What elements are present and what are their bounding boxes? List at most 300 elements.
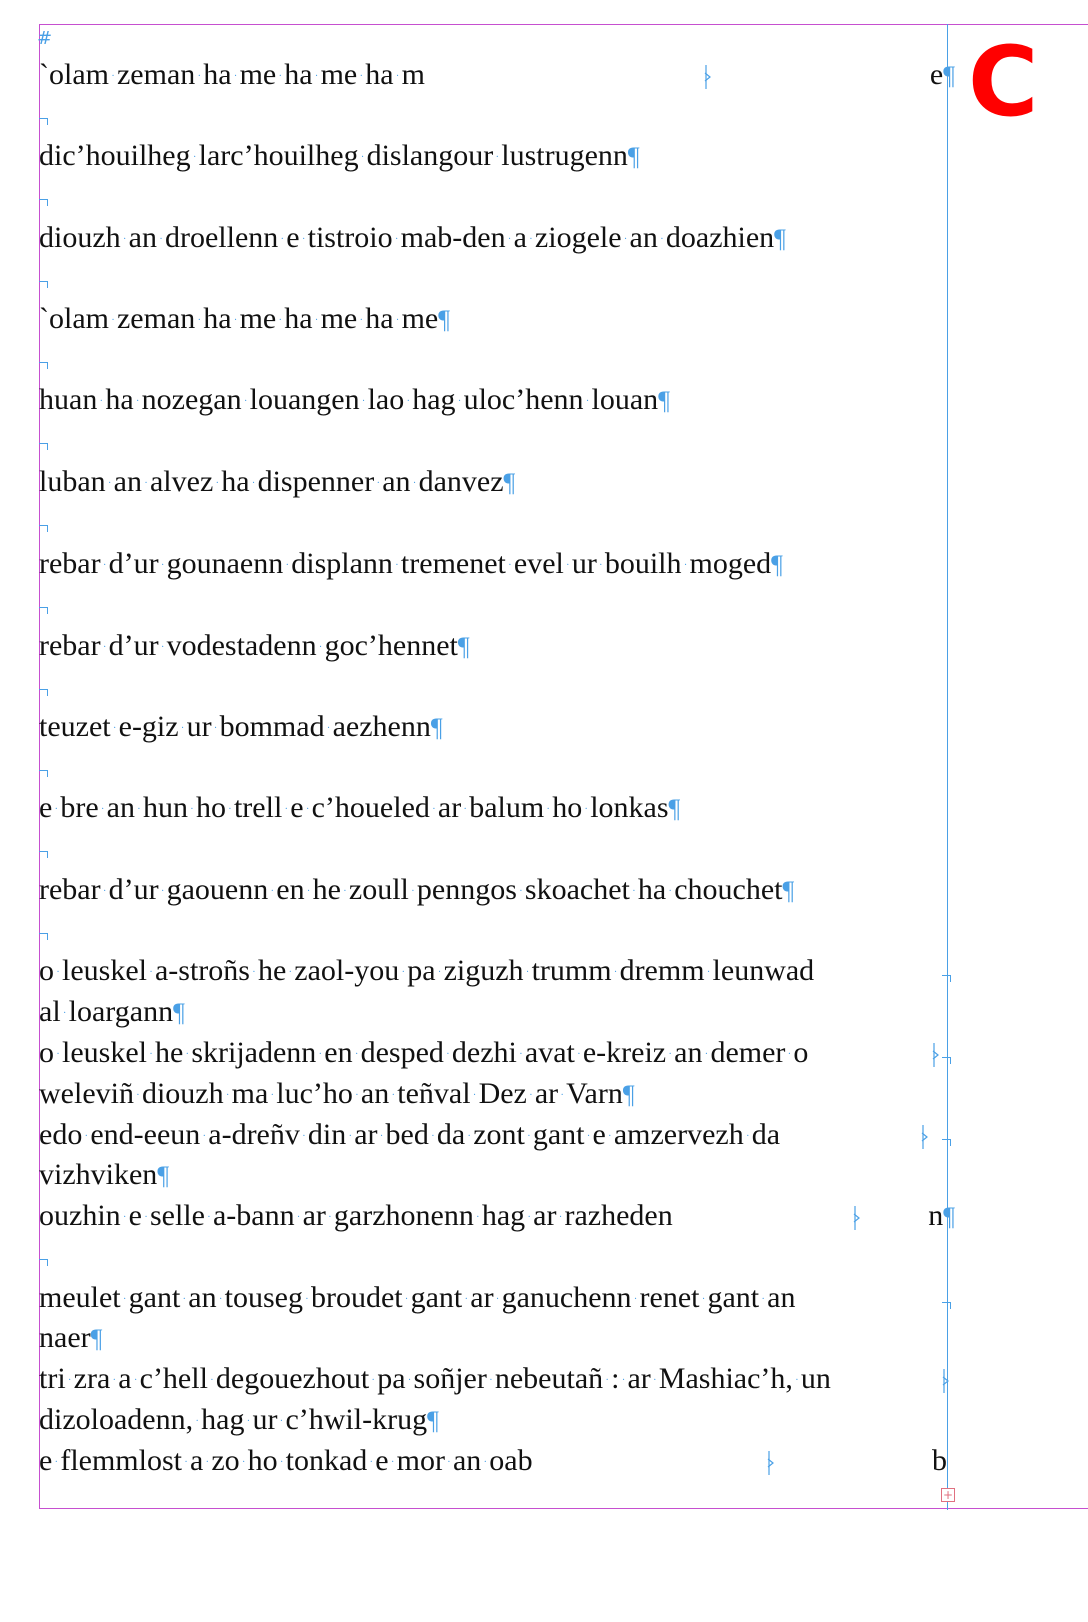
- space-marker: ·: [599, 560, 603, 572]
- word: hag: [481, 1199, 526, 1232]
- empty-line-break-icon: [39, 933, 48, 940]
- word: renet: [639, 1281, 700, 1314]
- space-marker: ·: [525, 967, 530, 979]
- space-marker: ·: [112, 723, 117, 735]
- word: displann: [291, 547, 393, 580]
- word: doazhien: [665, 221, 775, 254]
- space-marker: ·: [205, 1457, 209, 1469]
- word: zeman: [116, 302, 196, 335]
- space-marker: ·: [251, 478, 256, 490]
- word: bouilh: [604, 547, 682, 580]
- space-marker: ·: [586, 1131, 591, 1143]
- space-marker: ·: [213, 723, 218, 735]
- space-marker: ·: [431, 1131, 435, 1143]
- word: gant: [410, 1281, 463, 1314]
- space-marker: ·: [527, 1131, 531, 1143]
- word: e-giz: [118, 710, 179, 743]
- space-marker: ·: [359, 315, 363, 327]
- space-marker: ·: [301, 234, 306, 246]
- word: ho: [247, 1444, 278, 1477]
- word: gounaenn: [166, 547, 284, 580]
- space-marker: ·: [701, 1294, 706, 1306]
- word: c’hell: [139, 1362, 208, 1395]
- space-marker: ·: [314, 315, 319, 327]
- word: dezhi: [451, 1036, 517, 1069]
- text-line: [39, 1196, 673, 1236]
- word: ar: [354, 1118, 378, 1151]
- space-marker: ·: [149, 967, 153, 979]
- text-line: [39, 707, 443, 747]
- word: ar: [533, 1199, 557, 1232]
- word: ha: [284, 58, 313, 91]
- space-marker: ·: [144, 478, 148, 490]
- space-marker: ·: [305, 1294, 309, 1306]
- word: teuzet: [39, 710, 111, 743]
- word: d’ur: [108, 629, 159, 662]
- space-marker: ·: [210, 1375, 214, 1387]
- word: ouzhin: [39, 1199, 121, 1232]
- space-marker: ·: [660, 234, 664, 246]
- word: dremm: [619, 954, 705, 987]
- word: e: [128, 1199, 142, 1232]
- space-marker: ·: [107, 478, 112, 490]
- word: goc’hennet: [324, 629, 458, 662]
- word: ur: [252, 1403, 278, 1436]
- word: e: [290, 791, 304, 824]
- pilcrow-icon: ¶: [427, 1406, 439, 1435]
- word: an: [360, 1077, 390, 1110]
- empty-line-break-icon: [39, 770, 48, 777]
- tab-marker-icon: [942, 1369, 950, 1393]
- pilcrow-icon: ¶: [943, 1202, 955, 1231]
- word: trell: [233, 791, 283, 824]
- word: a-bann: [212, 1199, 295, 1232]
- space-marker: ·: [305, 804, 310, 816]
- word: garzhonenn: [333, 1199, 474, 1232]
- word: huan: [39, 383, 98, 416]
- word: broudet: [310, 1281, 403, 1314]
- space-marker: ·: [149, 1049, 153, 1061]
- text-line: [39, 136, 640, 176]
- space-marker: ·: [280, 234, 284, 246]
- pilcrow-icon: ¶: [627, 142, 640, 171]
- word: tistroio: [307, 221, 393, 254]
- word: ganuchenn: [501, 1281, 632, 1314]
- space-marker: ·: [489, 1375, 493, 1387]
- word: o: [39, 954, 54, 987]
- space-marker: ·: [243, 396, 248, 408]
- space-marker: ·: [284, 804, 288, 816]
- space-marker: ·: [467, 1131, 471, 1143]
- space-marker: ·: [318, 642, 323, 654]
- tab-marker-icon: [704, 65, 712, 89]
- space-marker: ·: [184, 1457, 188, 1469]
- space-marker: ·: [761, 1294, 765, 1306]
- space-marker: ·: [560, 1090, 564, 1102]
- space-marker: ·: [577, 1049, 581, 1061]
- word: zont: [473, 1118, 525, 1151]
- word: he: [312, 873, 341, 906]
- line-break-icon: [942, 1302, 951, 1309]
- text-line: [39, 626, 470, 666]
- space-marker: ·: [318, 1049, 322, 1061]
- tab-marker-icon: [853, 1206, 861, 1230]
- space-marker: ·: [519, 886, 523, 898]
- space-marker: ·: [463, 804, 467, 816]
- space-marker: ·: [279, 1457, 284, 1469]
- word: bed: [385, 1118, 429, 1151]
- space-marker: ·: [99, 396, 103, 408]
- word: an: [767, 1281, 796, 1314]
- word: touseg: [224, 1281, 303, 1314]
- word: lao: [367, 383, 405, 416]
- word: louangen: [249, 383, 360, 416]
- space-marker: ·: [100, 804, 105, 816]
- word: ha: [203, 58, 232, 91]
- space-marker: ·: [133, 1375, 138, 1387]
- word: nebeutañ: [494, 1362, 604, 1395]
- pilcrow-icon: ¶: [438, 305, 450, 334]
- space-marker: ·: [285, 560, 289, 572]
- space-marker: ·: [56, 967, 60, 979]
- empty-line-break-icon: [39, 362, 48, 369]
- word: hag: [412, 383, 456, 416]
- space-marker: ·: [412, 478, 417, 490]
- word: tri: [39, 1362, 66, 1395]
- space-marker: ·: [355, 1090, 359, 1102]
- space-marker: ·: [328, 1212, 332, 1224]
- space-marker: ·: [278, 71, 282, 83]
- space-marker: ·: [391, 1090, 395, 1102]
- word: bre: [60, 791, 99, 824]
- word: amzervezh: [613, 1118, 744, 1151]
- word: mab-den: [400, 221, 506, 254]
- word: ur: [186, 710, 212, 743]
- space-marker: ·: [361, 396, 366, 408]
- word: gant: [707, 1281, 760, 1314]
- pilcrow-icon: ¶: [90, 1324, 103, 1353]
- text-line: [39, 1400, 439, 1440]
- word: a: [513, 221, 527, 254]
- word: da: [436, 1118, 466, 1151]
- word: dizoloadenn,: [39, 1403, 194, 1436]
- text-line: [39, 1074, 635, 1114]
- word: ha: [365, 302, 394, 335]
- space-marker: ·: [407, 1375, 412, 1387]
- word: diouzh: [39, 221, 121, 254]
- word: me: [320, 58, 358, 91]
- space-marker: ·: [111, 71, 115, 83]
- word: an: [106, 791, 135, 824]
- text-line: [39, 380, 670, 420]
- word: ar: [437, 791, 462, 824]
- space-marker: ·: [302, 1131, 306, 1143]
- word: ha: [637, 873, 667, 906]
- space-marker: ·: [137, 804, 141, 816]
- space-marker: ·: [343, 886, 347, 898]
- word: gant: [128, 1281, 181, 1314]
- space-marker: ·: [84, 1131, 88, 1143]
- space-marker: ·: [495, 1294, 500, 1306]
- text-line: [39, 951, 814, 991]
- space-marker: ·: [270, 1090, 274, 1102]
- line-break-icon: [942, 975, 951, 982]
- space-marker: ·: [401, 967, 405, 979]
- space-marker: ·: [395, 71, 400, 83]
- line-break-icon: [942, 1057, 951, 1064]
- space-marker: ·: [519, 1049, 523, 1061]
- space-marker: ·: [746, 1131, 750, 1143]
- word: an: [629, 221, 658, 254]
- word: moged: [689, 547, 772, 580]
- space-marker: ·: [632, 886, 636, 898]
- space-marker: ·: [464, 1294, 468, 1306]
- space-marker: ·: [246, 1416, 251, 1428]
- pilcrow-icon: ¶: [157, 1161, 170, 1190]
- word: louan: [591, 383, 659, 416]
- space-marker: ·: [62, 1008, 67, 1020]
- space-marker: ·: [296, 1212, 301, 1224]
- space-marker: ·: [122, 1294, 127, 1306]
- space-marker: ·: [394, 234, 399, 246]
- word: a-stroñs: [154, 954, 250, 987]
- space-marker: ·: [54, 804, 58, 816]
- word: an: [128, 221, 157, 254]
- word: end-eeun: [90, 1118, 201, 1151]
- word: larc’houilheg: [198, 139, 359, 172]
- space-marker: ·: [608, 1131, 612, 1143]
- space-marker: ·: [653, 1375, 657, 1387]
- word: e: [375, 1444, 389, 1477]
- space-marker: ·: [279, 1416, 284, 1428]
- space-marker: ·: [411, 886, 415, 898]
- space-marker: ·: [704, 1049, 709, 1061]
- word: loargann: [68, 995, 174, 1028]
- word: ha: [105, 383, 134, 416]
- pilcrow-icon: ¶: [668, 794, 681, 823]
- word: alvez: [149, 465, 214, 498]
- word: zeman: [116, 58, 196, 91]
- word: tonkad: [285, 1444, 368, 1477]
- word: en: [276, 873, 305, 906]
- space-marker: ·: [228, 804, 232, 816]
- word: leunwad: [712, 954, 815, 987]
- text-line: [39, 1033, 808, 1073]
- word: soñjer: [413, 1362, 487, 1395]
- word: balum: [469, 791, 545, 824]
- word: ar: [627, 1362, 651, 1395]
- space-marker: ·: [225, 1090, 230, 1102]
- text-line: [39, 788, 680, 828]
- word: :: [611, 1362, 620, 1395]
- word: dic’houilheg: [39, 139, 191, 172]
- word: o: [793, 1036, 809, 1069]
- word: `olam: [39, 58, 109, 91]
- word: en: [324, 1036, 353, 1069]
- space-marker: ·: [197, 71, 201, 83]
- word: rebar: [39, 873, 101, 906]
- space-marker: ·: [202, 1131, 206, 1143]
- space-marker: ·: [395, 560, 399, 572]
- space-marker: ·: [495, 152, 499, 164]
- word: mor: [396, 1444, 445, 1477]
- space-marker: ·: [160, 886, 165, 898]
- word: he: [257, 954, 287, 987]
- word: al: [39, 995, 61, 1028]
- space-marker: ·: [270, 886, 274, 898]
- text-line: [39, 299, 450, 339]
- word: demer: [710, 1036, 786, 1069]
- word: oab: [489, 1444, 533, 1477]
- space-marker: ·: [529, 1090, 533, 1102]
- word: hun: [142, 791, 188, 824]
- word: ha: [221, 465, 250, 498]
- word: an: [113, 465, 142, 498]
- empty-line-break-icon: [39, 281, 48, 288]
- space-marker: ·: [190, 804, 194, 816]
- space-marker: ·: [566, 560, 570, 572]
- empty-line-break-icon: [39, 851, 48, 858]
- empty-line-break-icon: [39, 525, 48, 532]
- word: a: [118, 1362, 132, 1395]
- space-marker: ·: [354, 1049, 359, 1061]
- pilcrow-icon: ¶: [503, 468, 516, 497]
- word: ur: [571, 547, 597, 580]
- word: penngos: [416, 873, 517, 906]
- word: lustrugenn: [501, 139, 628, 172]
- space-marker: ·: [507, 234, 512, 246]
- space-marker: ·: [306, 886, 311, 898]
- space-marker: ·: [585, 396, 590, 408]
- space-marker: ·: [432, 804, 436, 816]
- space-marker: ·: [326, 723, 331, 735]
- word: lonkas: [590, 791, 669, 824]
- word: naer: [39, 1321, 91, 1354]
- word: ho: [552, 791, 583, 824]
- space-marker: ·: [233, 71, 238, 83]
- pilcrow-icon: ¶: [782, 876, 795, 905]
- pilcrow-icon: ¶: [943, 61, 955, 90]
- tab-marker-icon: [767, 1451, 775, 1475]
- space-marker: ·: [527, 1212, 531, 1224]
- word: vizhviken: [39, 1158, 158, 1191]
- word: Dez: [478, 1077, 527, 1110]
- pilcrow-icon: ¶: [622, 1080, 635, 1109]
- word: me: [239, 58, 277, 91]
- word: e-kreiz: [582, 1036, 667, 1069]
- empty-line-break-icon: [39, 689, 48, 696]
- space-marker: ·: [122, 1212, 127, 1224]
- pilcrow-icon: ¶: [774, 224, 786, 253]
- space-marker: ·: [192, 152, 197, 164]
- space-marker: ·: [160, 560, 165, 572]
- space-marker: ·: [144, 1212, 148, 1224]
- space-marker: ·: [472, 1090, 477, 1102]
- space-marker: ·: [706, 967, 711, 979]
- tab-marker-icon: [932, 1043, 940, 1067]
- word: trumm: [531, 954, 612, 987]
- space-marker: ·: [508, 560, 512, 572]
- space-marker: ·: [68, 1375, 72, 1387]
- text-line: [39, 992, 185, 1032]
- word: ha: [365, 58, 394, 91]
- word: d’ur: [108, 547, 159, 580]
- space-marker: ·: [529, 234, 533, 246]
- word: zaol-you: [294, 954, 400, 987]
- space-marker: ·: [288, 967, 292, 979]
- word: ho: [195, 791, 226, 824]
- space-marker: ·: [584, 804, 588, 816]
- right-aligned-text: e¶: [929, 58, 955, 91]
- word: leuskel: [62, 954, 147, 987]
- space-marker: ·: [406, 396, 410, 408]
- word: an: [452, 1444, 482, 1477]
- space-marker: ·: [613, 967, 618, 979]
- space-marker: ·: [623, 234, 628, 246]
- word: an: [188, 1281, 217, 1314]
- word: flemmlost: [60, 1444, 182, 1477]
- space-marker: ·: [218, 1294, 223, 1306]
- space-marker: ·: [379, 1131, 384, 1143]
- word: razheden: [564, 1199, 673, 1232]
- word: e: [286, 221, 300, 254]
- space-marker: ·: [122, 234, 127, 246]
- space-marker: ·: [185, 1049, 189, 1061]
- word: hag: [201, 1403, 245, 1436]
- word: edo: [39, 1118, 83, 1151]
- text-line: [39, 218, 786, 258]
- space-marker: ·: [135, 396, 140, 408]
- word: luban: [39, 465, 106, 498]
- pilcrow-icon: ¶: [771, 550, 783, 579]
- text-line: [39, 462, 515, 502]
- word: e: [39, 1444, 53, 1477]
- space-marker: ·: [483, 1457, 487, 1469]
- word: evel: [513, 547, 564, 580]
- space-marker: ·: [633, 1294, 638, 1306]
- pilcrow-icon: ¶: [430, 713, 443, 742]
- word: ziogele: [534, 221, 622, 254]
- word: diouzh: [141, 1077, 224, 1110]
- space-marker: ·: [54, 1457, 58, 1469]
- word: a-dreñv: [208, 1118, 300, 1151]
- space-marker: ·: [395, 315, 400, 327]
- overset-text-icon[interactable]: +: [942, 1488, 954, 1502]
- word: tremenet: [400, 547, 506, 580]
- word: a: [189, 1444, 204, 1477]
- word: da: [751, 1118, 781, 1151]
- word: droellenn: [164, 221, 279, 254]
- space-marker: ·: [668, 886, 672, 898]
- word: selle: [149, 1199, 205, 1232]
- space-marker: ·: [371, 1375, 375, 1387]
- space-marker: ·: [314, 71, 319, 83]
- text-line: [39, 1441, 533, 1481]
- word: me: [320, 302, 358, 335]
- word: un: [800, 1362, 831, 1395]
- pilcrow-icon: ¶: [457, 632, 470, 661]
- space-marker: ·: [278, 315, 282, 327]
- space-marker: ·: [159, 234, 163, 246]
- space-marker: ·: [112, 1375, 116, 1387]
- word: an: [382, 465, 411, 498]
- space-marker: ·: [182, 1294, 186, 1306]
- word: ar: [470, 1281, 494, 1314]
- word: me: [239, 302, 277, 335]
- text-line: [39, 1115, 780, 1155]
- word: gant: [532, 1118, 585, 1151]
- space-marker: ·: [56, 1049, 60, 1061]
